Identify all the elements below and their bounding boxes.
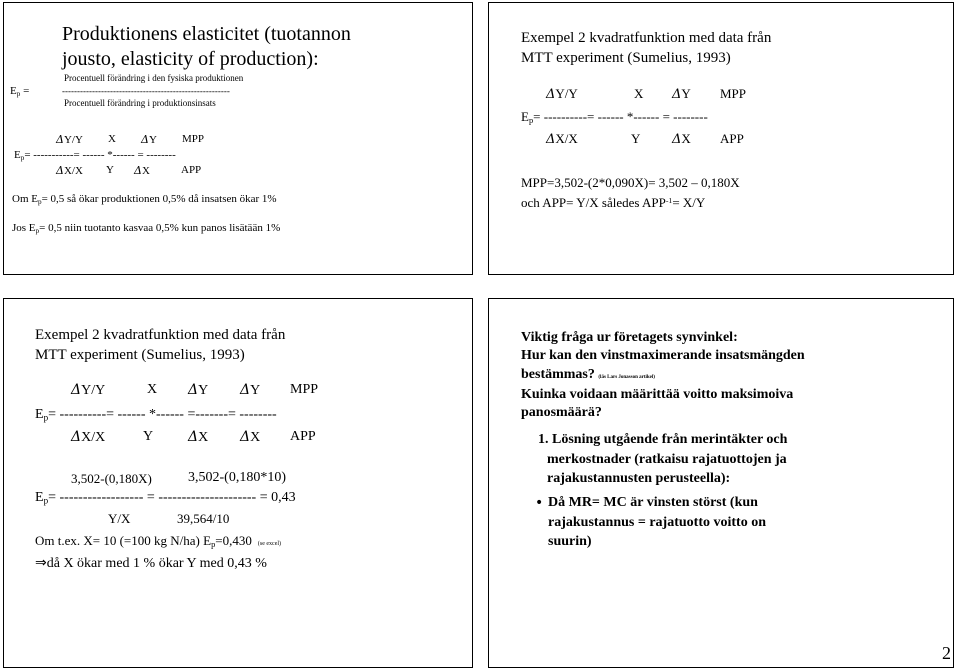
page-number: 2 [942,643,951,663]
formula-bot-1: ΔX/X [56,164,83,177]
formula-mid: $E_p=$ -----------= ------ *------ = -------- [14,149,176,162]
slide3-top-3: ΔY [188,382,209,398]
slide2-bot-3: ΔX [672,131,691,147]
slide-profit-maximization [488,298,954,668]
example-x-10: Om t.ex. X= 10 (=100 kg N/ha) $E_p=0,430$ (se excel) [35,533,282,550]
slide2-bot-4: APP [720,131,744,146]
slide3-bot-4: ΔX [240,429,261,445]
question-fi-2: panosmäärä? [521,405,602,420]
formula-top-4: MPP [182,133,205,145]
question-sv-3: bestämmas? (läs Lars Jonasson artikel) [521,367,655,382]
conclusion: ⇒då X ökar med 1 % ökar Y med 0,43 % [35,555,267,571]
swedish-example: Om $E_p= 0,5$ så ökar produktionen 0,5% då insatsen ökar 1% [12,193,277,206]
slide1-title-line1: Produktionens elasticitet (tuotannon [62,23,351,45]
slide3-top-4: ΔY [240,382,261,398]
slide-elasticity-definition [3,2,473,275]
slide2-top-4: MPP [720,86,747,101]
slide3-bot-5: APP [290,429,316,444]
formula-top-1: ΔY/Y [56,133,83,146]
ep-label: $E_p$ = [10,85,30,98]
slide2-bot-1: ΔX/X [546,131,578,147]
calc-numerator-1: 3,502-(0,180X) [71,471,152,486]
mpp-equation: MPP=3,502-(2*0,090X)= 3,502 – 0,180X [521,175,740,190]
calc-numerator-2: 3,502-(0,180*10) [188,470,286,485]
calc-denominator-2: 39,564/10 [177,511,230,526]
bullet-line-2: rajakustannus = rajatuotto voitto on [548,515,766,530]
slide2-mid: $E_p=$ ----------= ------ *------ = -------- [521,109,708,126]
slide3-title-line2: MTT experiment (Sumelius, 1993) [35,347,245,363]
slide2-title-line1: Exempel 2 kvadratfunktion med data från [521,30,772,46]
point-1-line-1: 1. Lösning utgående från merintäkter och [538,432,788,447]
slide3-bot-3: ΔX [188,429,209,445]
definition-numerator: Procentuell förändring i den fysiska produktionen [64,73,244,83]
definition-dashes: -------------------------------------------------------- [62,86,230,96]
question-fi-1: Kuinka voidaan määrittää voitto maksimoiva [521,387,794,402]
bullet-icon: • [535,495,544,511]
slide3-mid: $E_p=$ ----------= ------ *------ =-------= -------- [35,407,277,423]
calc-denominator-1: Y/X [108,511,131,526]
slide3-bot-1: ΔX/X [71,429,106,445]
formula-bot-4: APP [181,164,202,176]
app-equation: och APP= Y/X således $APP^{-1}= X/Y$ [521,195,706,210]
slide1-title-line2: jousto, elasticity of production): [62,48,319,70]
formula-top-3: ΔY [141,133,157,146]
slide-example-2-mpp-app [488,2,954,275]
bullet-line-3: suurin) [548,534,592,549]
bullet-line-1: Då MR= MC är vinsten störst (kun [548,495,758,510]
calc-mid: $E_p=$ ------------------ = --------------------- = 0,43 [35,490,296,506]
slide3-top-1: ΔY/Y [71,382,106,398]
finnish-example: Jos $E_p= 0,5$ niin tuotanto kasvaa 0,5% kun panos lisätään 1% [12,222,281,235]
question-sv-1: Viktig fråga ur företagets synvinkel: [521,330,738,345]
slide2-top-1: ΔY/Y [546,86,578,102]
question-sv-2: Hur kan den vinstmaximerande insatsmängden [521,348,805,363]
slide2-top-2: X [634,86,644,101]
slide-example-2-calculation [3,298,473,668]
point-1-line-3: rajakustannusten perusteella): [547,471,731,486]
formula-bot-2: Y [106,164,114,176]
formula-top-2: X [108,133,116,145]
slide2-top-3: ΔY [672,86,691,102]
slide2-title-line2: MTT experiment (Sumelius, 1993) [521,50,731,66]
definition-denominator: Procentuell förändring i produktionsinsats [64,98,216,108]
formula-bot-3: ΔX [134,164,150,177]
slide3-top-2: X [147,382,158,397]
slide2-bot-2: Y [631,131,641,146]
slide3-bot-2: Y [143,429,154,444]
slide3-top-5: MPP [290,382,319,397]
slide3-title-line1: Exempel 2 kvadratfunktion med data från [35,327,286,343]
point-1-line-2: merkostnader (ratkaisu rajatuottojen ja [547,452,787,467]
